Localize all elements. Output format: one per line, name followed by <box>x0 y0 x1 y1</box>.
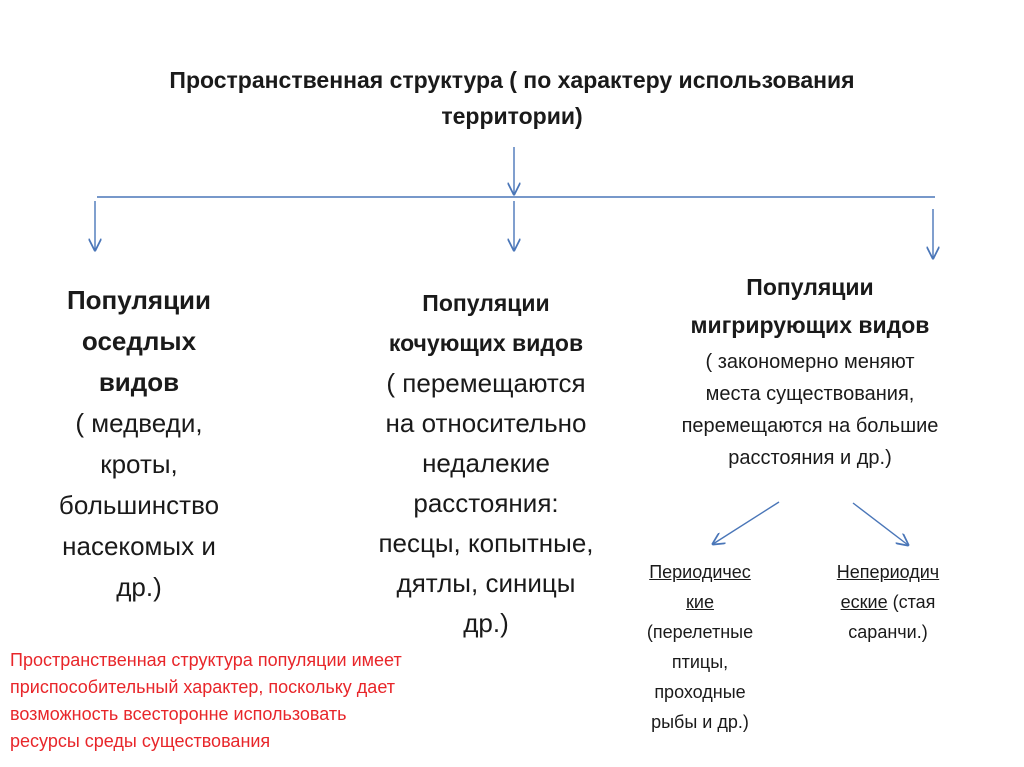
heading-line: видов <box>98 367 180 397</box>
term-line: кие <box>686 592 714 612</box>
description-line: др.) <box>463 608 509 638</box>
description-line: кроты, <box>100 449 178 479</box>
arrow-to-nonperiodic <box>853 503 908 545</box>
nonperiodic-migration-block <box>804 557 972 647</box>
migratory-description <box>630 346 990 474</box>
description-line: др.) <box>116 572 162 602</box>
note-line: Пространственная структура популяции имеет <box>10 650 402 670</box>
description-line: песцы, копытные, <box>378 528 594 558</box>
description-line: расстояния: <box>413 488 559 518</box>
description-line: большинство <box>58 490 220 520</box>
title-line-1: Пространственная структура ( по характеру использования <box>169 67 855 93</box>
note-line: возможность всесторонне использовать <box>10 704 347 724</box>
heading-line: мигрирующих видов <box>690 312 930 338</box>
title-line-2: территории) <box>441 103 583 129</box>
conclusion-note <box>10 647 570 755</box>
description-text: (стая <box>887 592 936 612</box>
note-line: ресурсы среды существования <box>10 731 271 751</box>
note-line: приспособительный характер, поскольку дает <box>10 677 395 697</box>
diagram-title <box>60 62 964 134</box>
heading-line: Популяции <box>66 285 212 315</box>
description-line: на относительно <box>385 408 587 438</box>
description-line: ( медведи, <box>75 408 203 438</box>
description-line: места существования, <box>705 383 915 405</box>
heading-line: Популяции <box>746 274 874 300</box>
description-line: ( перемещаются <box>386 368 586 398</box>
nonperiodic-term <box>804 557 972 617</box>
description-line: птицы, <box>671 652 729 672</box>
term-line: Периодичес <box>649 562 751 582</box>
heading-line: оседлых <box>81 326 197 356</box>
term-line: Непериодич <box>836 562 940 582</box>
description-line: саранчи.) <box>848 622 928 642</box>
description-line: расстояния и др.) <box>728 447 892 469</box>
description-line: (перелетные <box>646 622 754 642</box>
description-line: недалекие <box>422 448 550 478</box>
heading-line: Популяции <box>422 290 550 316</box>
description-line: дятлы, синицы <box>396 568 576 598</box>
migratory-populations-block <box>630 268 990 474</box>
periodic-migration-block <box>612 557 788 737</box>
periodic-term <box>612 557 788 617</box>
nomadic-description <box>345 363 627 643</box>
description-line: насекомых и <box>62 531 216 561</box>
migratory-heading <box>630 268 990 344</box>
arrow-to-periodic <box>713 502 779 544</box>
nomadic-heading <box>345 283 627 363</box>
description-line: ( закономерно меняют <box>705 351 915 373</box>
description-line: проходные <box>654 682 746 702</box>
heading-line: кочующих видов <box>388 330 584 356</box>
sedentary-populations-block <box>30 280 248 608</box>
term-line: еские <box>840 592 888 612</box>
nomadic-populations-block <box>345 283 627 643</box>
description-line: рыбы и др.) <box>651 712 749 732</box>
description-line: перемещаются на большие <box>681 415 939 437</box>
sedentary-description <box>30 403 248 608</box>
sedentary-heading <box>30 280 248 403</box>
